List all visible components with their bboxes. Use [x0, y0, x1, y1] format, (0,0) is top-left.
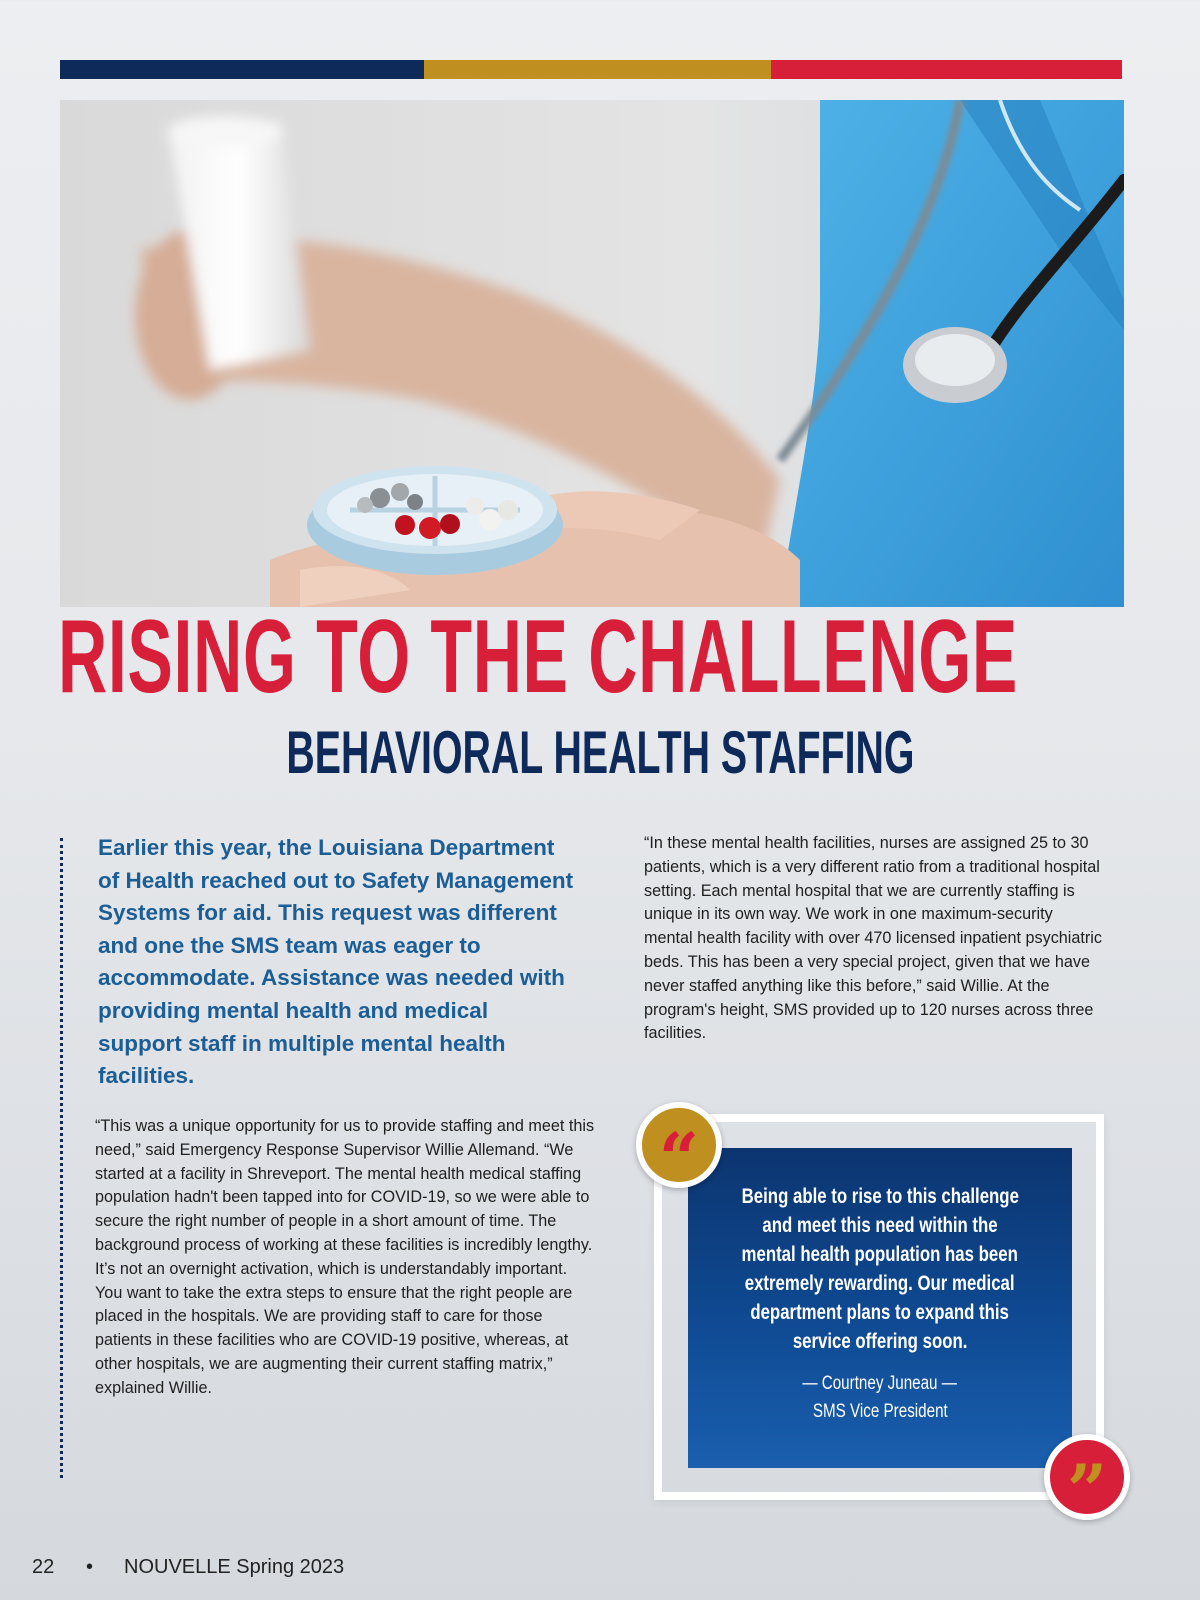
intro-paragraph: Earlier this year, the Louisiana Department of Health reached out to Safety Management Systems for aid. This request was different and one the SMS team was eager to accommodate. Assistance was needed with providing mental health and medical support staff in multiple mental health facilities.: [98, 835, 574, 1089]
headline: [58, 599, 1130, 715]
header-stripe-navy: [60, 60, 424, 79]
hero-photo: [60, 100, 1124, 607]
pull-quote-attribution-name: [688, 1370, 1072, 1398]
pull-quote-line: service offering soon.: [792, 1330, 968, 1353]
attribution-title-text: SMS Vice President: [812, 1401, 948, 1422]
headline-text: RISING TO THE CHALLENGE: [58, 599, 1018, 715]
pull-quote-line: department plans to expand this: [750, 1301, 1010, 1324]
subheadline-text: BEHAVIORAL HEALTH STAFFING: [285, 719, 915, 786]
header-stripe-gold: [424, 60, 771, 79]
body-paragraph-left: “This was a unique opportunity for us to provide staffing and meet this need,” said Emergency Response Supervisor Willie Allemand. “We started at a facility in Shreveport. The mental health medical staffing population hadn't been tapped into for COVID-19, so we were able to secure the right number of people in a short amount of time. The background process of working at these facilities is incredibly lengthy. It’s not an overnight activation, which is understandably important. You want to take the extra steps to ensure that the right people are placed in the hospitals. We are providing staff to care for those patients in these facilities who are COVID-19 positive, whereas, at other hospitals, we are augmenting their current staffing matrix,” explained Willie.: [95, 1117, 595, 1397]
pull-quote-line: and meet this need within the: [762, 1214, 998, 1237]
pull-quote: [688, 1148, 1072, 1468]
pull-quote-line: mental health population has been: [741, 1243, 1019, 1266]
pull-quote-line: Being able to rise to this challenge: [741, 1185, 1019, 1208]
publication-name: NOUVELLE Spring 2023: [124, 1556, 345, 1578]
close-quote-glyph: ”: [1066, 1449, 1108, 1532]
page-number: 22: [32, 1556, 55, 1578]
dotted-divider: [60, 838, 63, 1478]
open-quote-icon: [636, 1102, 722, 1200]
pull-quote-text: [690, 1182, 1070, 1356]
open-quote-glyph: “: [658, 1117, 700, 1200]
footer-bullet: •: [86, 1556, 94, 1578]
pull-quote-attribution-title: [688, 1398, 1072, 1426]
body-paragraph-right: “In these mental health facilities, nurses are assigned 25 to 30 patients, which is a very different ratio from a traditional hospital setting. Each mental hospital that we are currently staffing is unique in its own way. We work in one maximum-security mental health facility with over 470 licensed inpatient psychiatric beds. This has been a very special project, given that we have never staffed anything like this before,” said Willie. At the program's height, SMS provided up to 120 nurses across three facilities.: [644, 834, 1102, 1043]
attribution-name-text: — Courtney Juneau —: [802, 1373, 958, 1394]
pull-quote-line: extremely rewarding. Our medical: [745, 1272, 1015, 1295]
close-quote-icon: [1044, 1434, 1130, 1532]
header-stripe-red: [771, 60, 1122, 79]
subheadline: [0, 718, 1200, 788]
